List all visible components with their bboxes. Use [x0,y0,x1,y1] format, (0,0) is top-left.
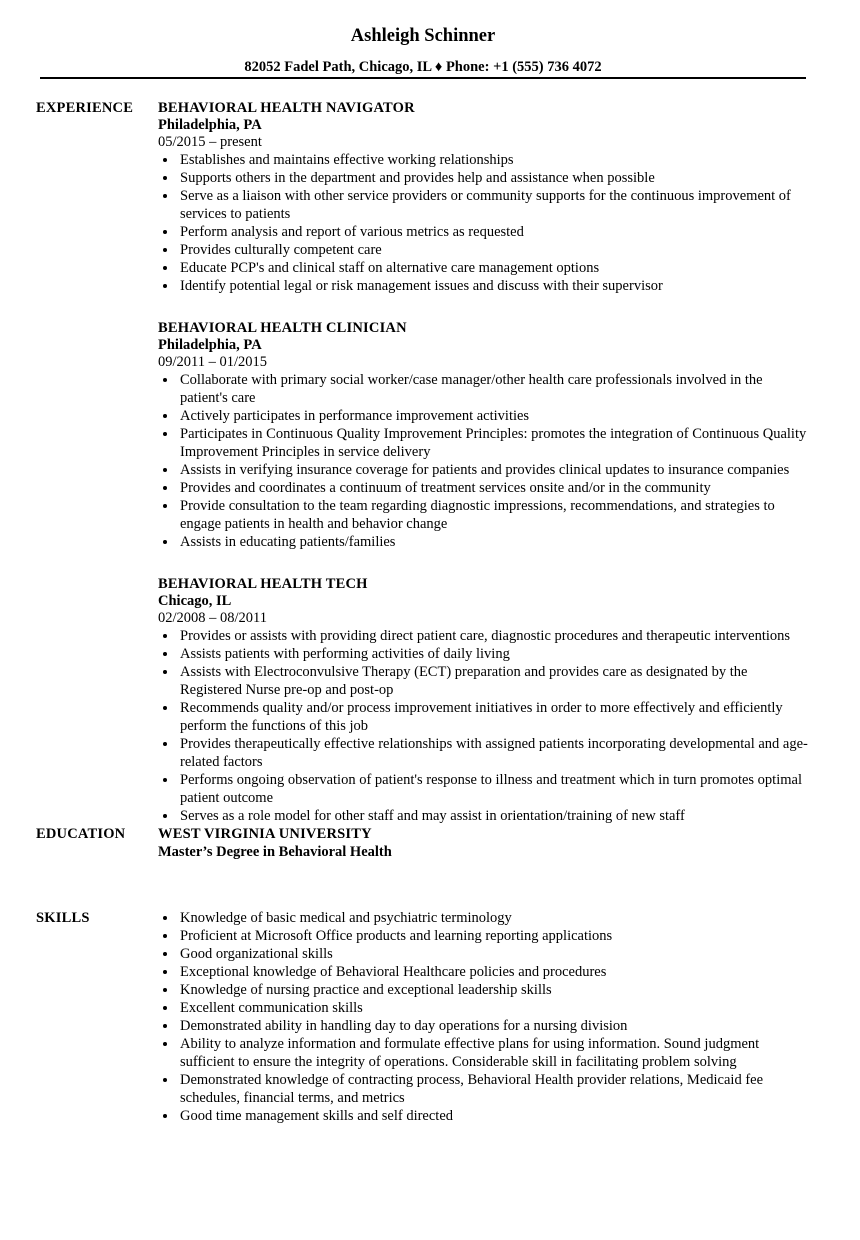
skills-body [158,909,812,1125]
job-location: Philadelphia, PA [158,117,262,133]
duty-item: Supports others in the department and provides help and assistance when possible [158,169,812,187]
duty-item: Assists patients with performing activities of daily living [158,645,812,663]
duty-item: Actively participates in performance improvement activities [158,407,812,425]
duty-item: Assists in educating patients/families [158,533,812,551]
skill-item: Proficient at Microsoft Office products and learning reporting applications [158,927,812,945]
header-divider [40,77,806,79]
school-name: WEST VIRGINIA UNIVERSITY [158,826,372,842]
skill-item: Good organizational skills [158,945,812,963]
job-duties [158,151,812,295]
skill-item: Excellent communication skills [158,999,812,1017]
contact-line: 82052 Fadel Path, Chicago, IL ♦ Phone: +1 (555) 736 4072 [244,59,602,75]
skill-item: Demonstrated knowledge of contracting process, Behavioral Health provider relations, Medicaid fee schedules, financial terms, and metrics [158,1071,812,1107]
skills-list [158,909,812,1125]
duty-item: Provides therapeutically effective relationships with assigned patients incorporating developmental and age-related factors [158,735,812,771]
skill-item: Demonstrated ability in handling day to day operations for a nursing division [158,1017,812,1035]
duty-item: Provides or assists with providing direct patient care, diagnostic procedures and therapeutic interventions [158,627,812,645]
duty-item: Assists in verifying insurance coverage for patients and provides clinical updates to insurance companies [158,461,812,479]
duty-item: Perform analysis and report of various metrics as requested [158,223,812,241]
section-title-experience: EXPERIENCE [36,100,134,116]
job-entry [158,319,812,551]
job-dates: 02/2008 – 08/2011 [158,610,268,626]
duty-item: Identify potential legal or risk management issues and discuss with their supervisor [158,277,812,295]
duty-item: Assists with Electroconvulsive Therapy (ECT) preparation and provides care as designated by the Registered Nurse pre-op and post-op [158,663,812,699]
duty-item: Serves as a role model for other staff and may assist in orientation/training of new staff [158,807,812,825]
job-entry [158,99,812,295]
job-dates: 09/2011 – 01/2015 [158,354,268,370]
experience-body [158,99,812,849]
skill-item: Good time management skills and self directed [158,1107,812,1125]
job-title: BEHAVIORAL HEALTH NAVIGATOR [158,100,415,116]
duty-item: Performs ongoing observation of patient's response to illness and treatment which in turn promotes optimal patient outcome [158,771,812,807]
duty-item: Serve as a liaison with other service providers or community supports for the continuous improvement of services to patients [158,187,812,223]
education-body [158,825,812,861]
duty-item: Establishes and maintains effective working relationships [158,151,812,169]
skill-item: Knowledge of basic medical and psychiatric terminology [158,909,812,927]
skill-item: Ability to analyze information and formulate effective plans for using information. Sound judgment sufficient to ensure the integrity of operations. Considerable skill in facilitating problem solving [158,1035,812,1071]
duty-item: Recommends quality and/or process improvement initiatives in order to more effectively and efficiently perform the functions of this job [158,699,812,735]
duty-item: Participates in Continuous Quality Improvement Principles: promotes the integration of Continuous Quality Improvement Principles in service delivery [158,425,812,461]
candidate-name: Ashleigh Schinner [350,26,496,46]
degree-name: Master’s Degree in Behavioral Health [158,844,392,860]
job-dates: 05/2015 – present [158,134,262,150]
job-location: Chicago, IL [158,593,232,609]
job-duties [158,627,812,825]
section-title-skills: SKILLS [36,910,90,926]
job-duties [158,371,812,551]
duty-item: Educate PCP's and clinical staff on alternative care management options [158,259,812,277]
duty-item: Provide consultation to the team regarding diagnostic impressions, recommendations, and strategies to engage patients in health and behavior change [158,497,812,533]
resume-header [40,24,806,76]
skill-item: Knowledge of nursing practice and exceptional leadership skills [158,981,812,999]
duty-item: Collaborate with primary social worker/case manager/other health care professionals involved in the patient's care [158,371,812,407]
skill-item: Exceptional knowledge of Behavioral Healthcare policies and procedures [158,963,812,981]
job-title: BEHAVIORAL HEALTH CLINICIAN [158,320,407,336]
job-location: Philadelphia, PA [158,337,262,353]
duty-item: Provides and coordinates a continuum of treatment services onsite and/or in the community [158,479,812,497]
section-title-education: EDUCATION [36,826,126,842]
job-title: BEHAVIORAL HEALTH TECH [158,576,368,592]
duty-item: Provides culturally competent care [158,241,812,259]
job-entry [158,575,812,825]
